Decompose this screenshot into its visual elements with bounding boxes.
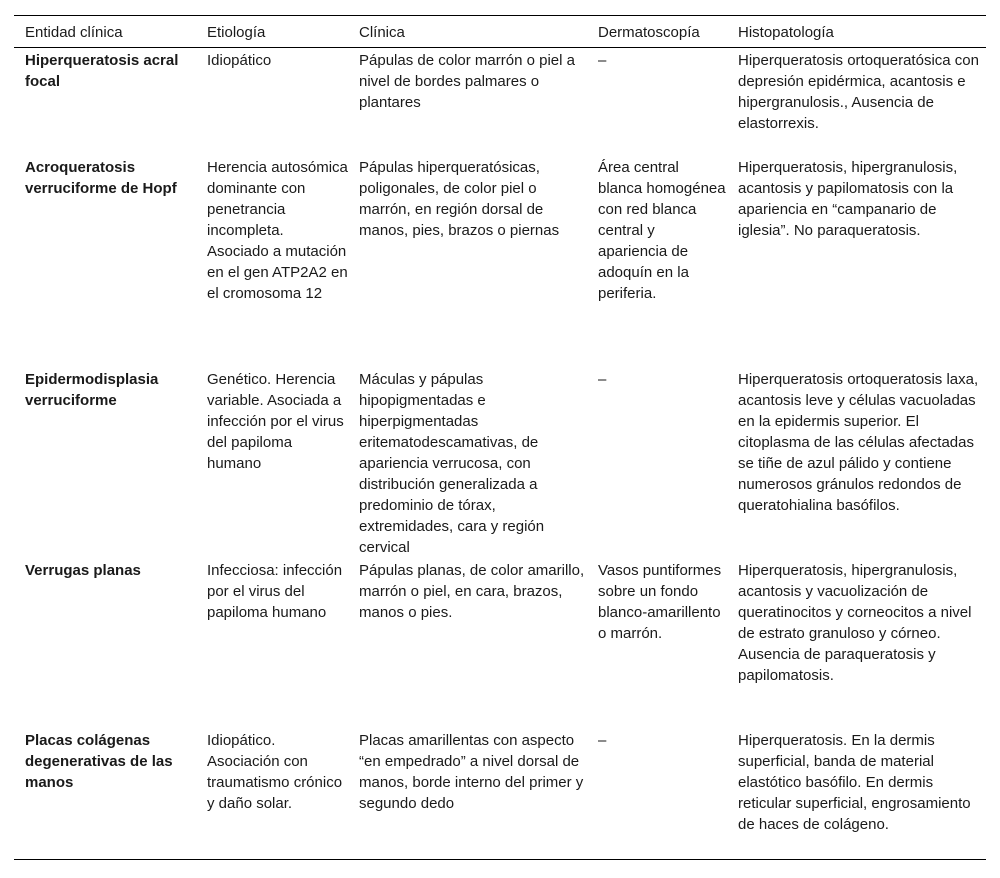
comparison-table (14, 15, 986, 860)
cell-dermatoscopia: – (598, 371, 607, 388)
cell-entidad: Epidermodisplasia verruciforme (25, 371, 159, 409)
cell-etiologia: Herencia autosómica dominante con penetrancia incompleta. Asociado a mutación en el gen ATP2A2 en el cromosoma 12 (207, 159, 348, 302)
table-row (14, 558, 986, 728)
cell-entidad: Verrugas planas (25, 562, 141, 579)
cell-etiologia: Genético. Herencia variable. Asociada a infección por el virus del papiloma humano (207, 371, 344, 472)
cell-entidad: Hiperqueratosis acral focal (25, 52, 179, 90)
cell-entidad: Acroqueratosis verruciforme de Hopf (25, 159, 177, 197)
cell-dermatoscopia: – (598, 732, 607, 749)
table-row (14, 48, 986, 155)
cell-dermatoscopia: Vasos puntiformes sobre un fondo blanco-amarillento o marrón. (598, 562, 722, 642)
cell-clinica: Pápulas hiperqueratósicas, poligonales, de color piel o marrón, en región dorsal de manos, pies, brazos o piernas (359, 159, 560, 239)
header-clinica: Clínica (359, 24, 405, 41)
cell-histopatologia: Hiperqueratosis ortoqueratósica con depresión epidérmica, acantosis e hipergranulosis., Ausencia de elastorrexis. (738, 52, 979, 132)
cell-clinica: Pápulas de color marrón o piel a nivel de bordes palmares o plantares (359, 52, 575, 111)
cell-histopatologia: Hiperqueratosis. En la dermis superficial, banda de material elastótico basófilo. En dermis reticular superficial, engrosamiento de haces de colágeno. (738, 732, 971, 833)
header-etiologia: Etiología (207, 24, 266, 41)
cell-etiologia: Idiopático. Asociación con traumatismo crónico y daño solar. (207, 732, 343, 812)
cell-dermatoscopia: Área central blanca homogénea con red blanca central y apariencia de adoquín en la periferia. (598, 159, 726, 302)
cell-dermatoscopia: – (598, 52, 607, 69)
table-row (14, 728, 986, 859)
table-row (14, 155, 986, 367)
cell-etiologia: Idiopático (207, 52, 272, 69)
header-entidad: Entidad clínica (25, 24, 123, 41)
header-histopatologia: Histopatología (738, 24, 834, 41)
table-bottom-rule (14, 859, 986, 860)
cell-histopatologia: Hiperqueratosis, hipergranulosis, acantosis y papilomatosis con la apariencia en “campanario de iglesia”. No paraqueratosis. (738, 159, 958, 239)
cell-etiologia: Infecciosa: infección por el virus del papiloma humano (207, 562, 343, 621)
cell-histopatologia: Hiperqueratosis ortoqueratosis laxa, acantosis leve y células vacuoladas en la epidermis superior. El citoplasma de las células afectadas se tiñe de azul pálido y contiene numerosos gránulos redondos de queratohialina basófilos. (738, 371, 979, 514)
cell-clinica: Pápulas planas, de color amarillo, marrón o piel, en cara, brazos, manos o pies. (359, 562, 585, 621)
cell-entidad: Placas colágenas degenerativas de las manos (25, 732, 173, 791)
cell-histopatologia: Hiperqueratosis, hipergranulosis, acantosis y vacuolización de queratinocitos y corneocitos a nivel de estrato granuloso y córneo. Ausencia de paraqueratosis y papilomatosis. (738, 562, 972, 684)
table-header-row (14, 16, 986, 47)
cell-clinica: Máculas y pápulas hipopigmentadas e hiperpigmentadas eritematodescamativas, de apariencia verrucosa, con distribución generalizada a predominio de tórax, extremidades, cara y región cervical (359, 371, 545, 556)
header-dermatoscopia: Dermatoscopía (598, 24, 700, 41)
table-row (14, 367, 986, 558)
cell-clinica: Placas amarillentas con aspecto “en empedrado” a nivel dorsal de manos, borde interno del primer y segundo dedo (359, 732, 584, 812)
